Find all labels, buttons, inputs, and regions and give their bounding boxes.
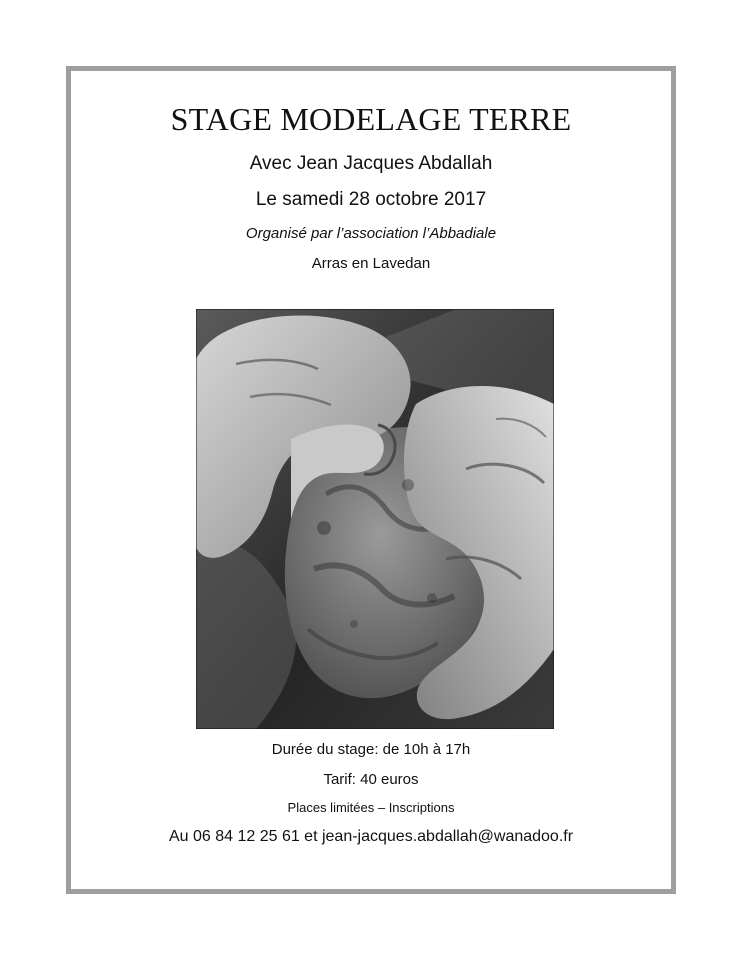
- poster-frame: [66, 66, 676, 894]
- organizer-line: Organisé par l’association l’Abbadiale: [245, 225, 497, 242]
- places-line: Places limitées – Inscriptions: [287, 800, 455, 815]
- hands-shaping-clay-image: [196, 309, 554, 729]
- contact-line: Au 06 84 12 25 61 et jean-jacques.abdallah@wanadoo.fr: [168, 828, 574, 845]
- instructor-line: Avec Jean Jacques Abdallah: [249, 153, 493, 174]
- tarif-line: Tarif: 40 euros: [323, 771, 419, 788]
- location-line: Arras en Lavedan: [311, 255, 431, 272]
- poster-title: STAGE MODELAGE TERRE: [170, 101, 572, 137]
- date-line: Le samedi 28 octobre 2017: [255, 189, 487, 210]
- duration-line: Durée du stage: de 10h à 17h: [271, 741, 471, 758]
- hands-shaping-clay-photo: [196, 309, 554, 729]
